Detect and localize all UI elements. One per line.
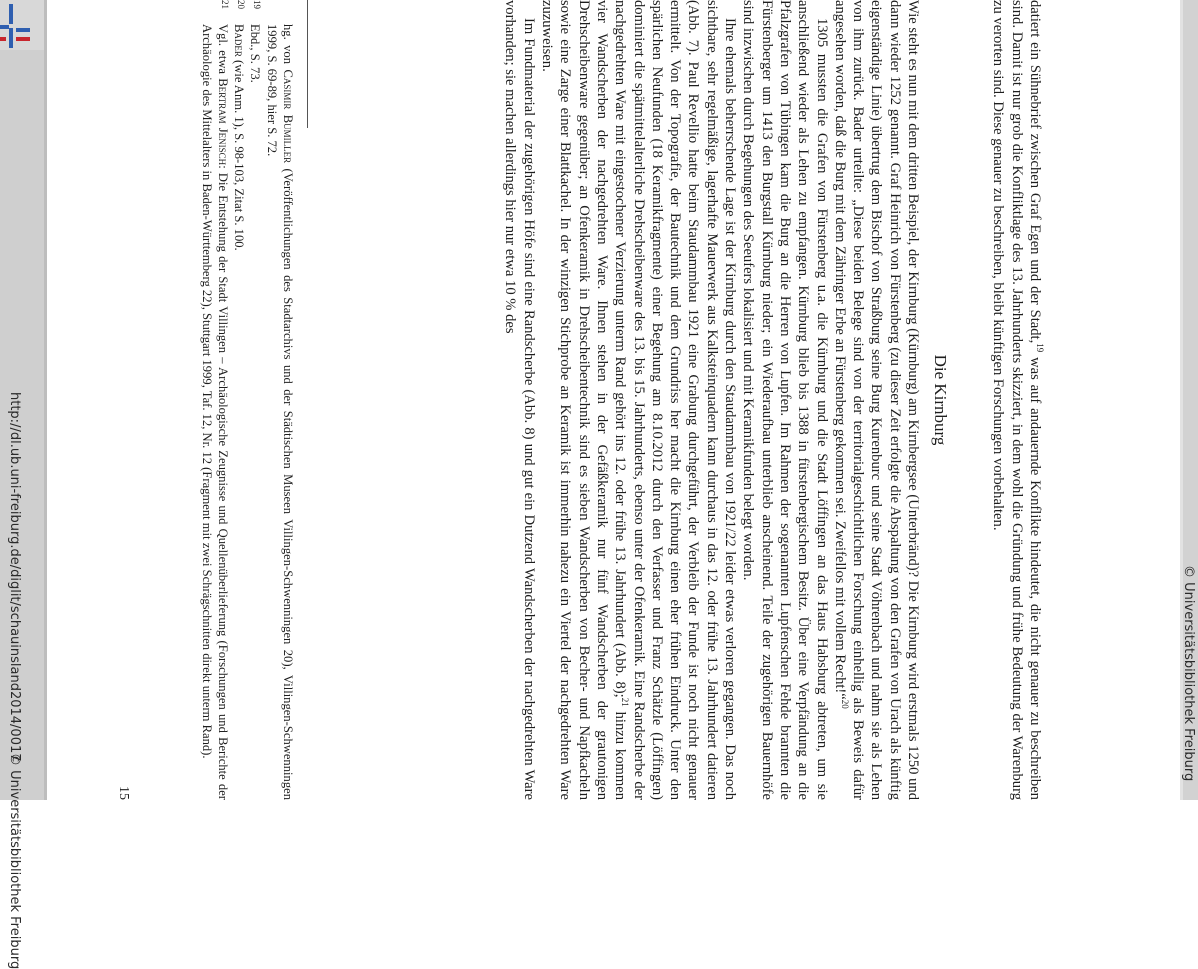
viewer-left-margin-edge — [44, 0, 47, 800]
footnote-18-cont: hg. von Casimir Bumiller (Veröffentlichungen des Stadtarchivs und der Städtischen Museen Villingen-Schwenningen 20), Villingen-Schwenningen 1999, S. 69-89, hier S. 72. — [264, 24, 295, 801]
paragraph-4: Im Fundmaterial der zugehörigen Höfe sind eine Randscherbe (Abb. 8) und gut ein Dutzend Wandscherben der nachgedrehten Ware vorhanden; sie machen allerdings hier nur etwa 10 % des — [502, 0, 537, 800]
intro-paragraph: datiert ein Sühnebrief zwischen Graf Egen und der Stadt,$^{19}$ was auf andauernde Konflikte hindeutet, die nicht genauer zu beschreiben sind. Damit ist nur grob die Konfliktlage des 13. Jahrhunderts skizziert, in dem wohl die Gründung und frühe Bedeutung der Warenburg zu verorten sind. Diese genauer zu beschreiben, bleibt künftigen Forschungen vorbehalten. — [990, 0, 1045, 800]
section-heading: Die Kirnburg — [931, 354, 950, 446]
footnotes — [198, 0, 296, 800]
footnote-19: 19 Ebd., S. 73. — [248, 0, 263, 83]
paragraph-3: Ihre ehemals beherrschende Lage ist der Kirnburg durch den Staudammbau von 1921/22 leider etwas verloren gegangen. Das noch sichtbare, sehr regelmäßige, lagerhafte Mauerwerk aus Kalksteinquadern kann durchaus in das 12. oder frühe 13. Jahrhundert datieren (Abb. 7). Paul Revellio hatte beim Staudammbau 1921 eine Grabung durchgeführt, der Verbleib der Funde ist noch nicht genauer ermittelt. Von der Topografie, der Bautechnik und dem Grundriss her macht die Kirnburg einen eher frühen Eindruck. Unter den spärlichen Neufunden (18 Keramikfragmente) einer Begehung am 8.10.2012 durch den Verfasser und Franz Schätzle (Löffingen) dominiert die spätmittelalterliche Drehscheibenware des 13. bis 15. Jahrhunderts, ebenso unter der Ofenkeramik. Eine Randscherbe der nachgedrehten Ware mit eingestochener Verzierung unterm Rand gehört ins 12. oder frühe 13. Jahrhundert (Abb. 8);$^{21}$ hinzu kommen vier Wandscherben der nachgedrehten Ware. Ihnen stehen in der Gefäßkeramik nur fünf Wandscherben der grautonigen Drehscheibenware gegenüber; an Ofenkeramik in Drehscheibentechnik sind es sieben Wandscherben von Becher- und Napfkacheln sowie eine Zarge einer Blattkachel. In der winzigen Stichprobe an Keramik ist immerhin nahezu ein Viertel der nachgedrehten Ware zuzuweisen. — [539, 0, 739, 800]
library-logo-icon — [0, 0, 44, 50]
paragraph-1: Wie steht es nun mit dem dritten Beispiel, der Kirnburg (Kürnburg) am Kirnbergsee (Unterbränd)? Die Kirnburg wird erstmals 1250 und dann wieder 1252 genannt. Graf Heinrich von Fürstenberg (zu dieser Zeit erfolgte die Abspaltung von den Grafen von Urach als künftig eigenständige Linie) übertrug dem Bischof von Straßburg seine Burg Kurenburc und seine Stadt Vöhrenbach und nahm sie als Lehen von ihm zurück. Bader urteilte: „Diese beiden Belege sind von der territorialgeschichtlichen Forschung einhellig als Beweis dafür angesehen worden, daß die Burg mit dem Zähringer Erbe an Fürstenberg gekommen sei. Zweifellos mit vollem Recht!“$^{20}$ — [831, 0, 921, 800]
page-number: 15 — [116, 786, 131, 800]
margin-copyright-right: © Universitätsbibliothek Freiburg — [1181, 565, 1196, 782]
paragraph-2: 1305 mussten die Grafen von Fürstenberg u.a. die Kürnburg und die Stadt Löffingen an das Haus Habsburg abtreten, um sie anschließend wieder als Lehen zu empfangen. Kürnburg blieb bis 1388 in fürstenbergischem Besitz. Über eine Verpfändung an die Pfalzgrafen von Tübingen kam die Burg an die Herren von Lupfen. Im Rahmen der sogenannten Lupfenschen Fehde brannten die Fürstenberger um 1413 den Burgstall Kürnburg nieder; ein Wiederaufbau unterblieb anscheinend. Teile der zugehörigen Bauernhöfe sind inzwischen durch Begehungen des Seeufers lokalisiert und mit Keramikfunden belegt worden. — [740, 0, 830, 800]
margin-url: http://dl.ub.uni-freiburg.de/diglit/schauinsland2014/0017 — [7, 392, 22, 762]
footnote-rule — [307, 0, 308, 128]
footnote-21: 21 Vgl. etwa Bertram Jenisch: Die Entstehung der Stadt Villingen – Archäologische Zeugnisse und Quellenüberlieferung (Forschungen und Berichte der Archäologie des Mittelalters in Baden-Württemberg 22), Stuttgart 1999, Taf. 12, Nr. 12 (Fragment mit zwei Schrägschnitten direkt unterm Rand). — [199, 0, 230, 801]
document-page — [60, 0, 1120, 800]
main-text — [501, 0, 922, 800]
margin-copyright-left: © Universitätsbibliothek Freiburg — [7, 753, 22, 969]
footnote-20: 20 Bader (wie Anm. 1), S. 98-103, Zitat S. 100. — [232, 0, 247, 251]
